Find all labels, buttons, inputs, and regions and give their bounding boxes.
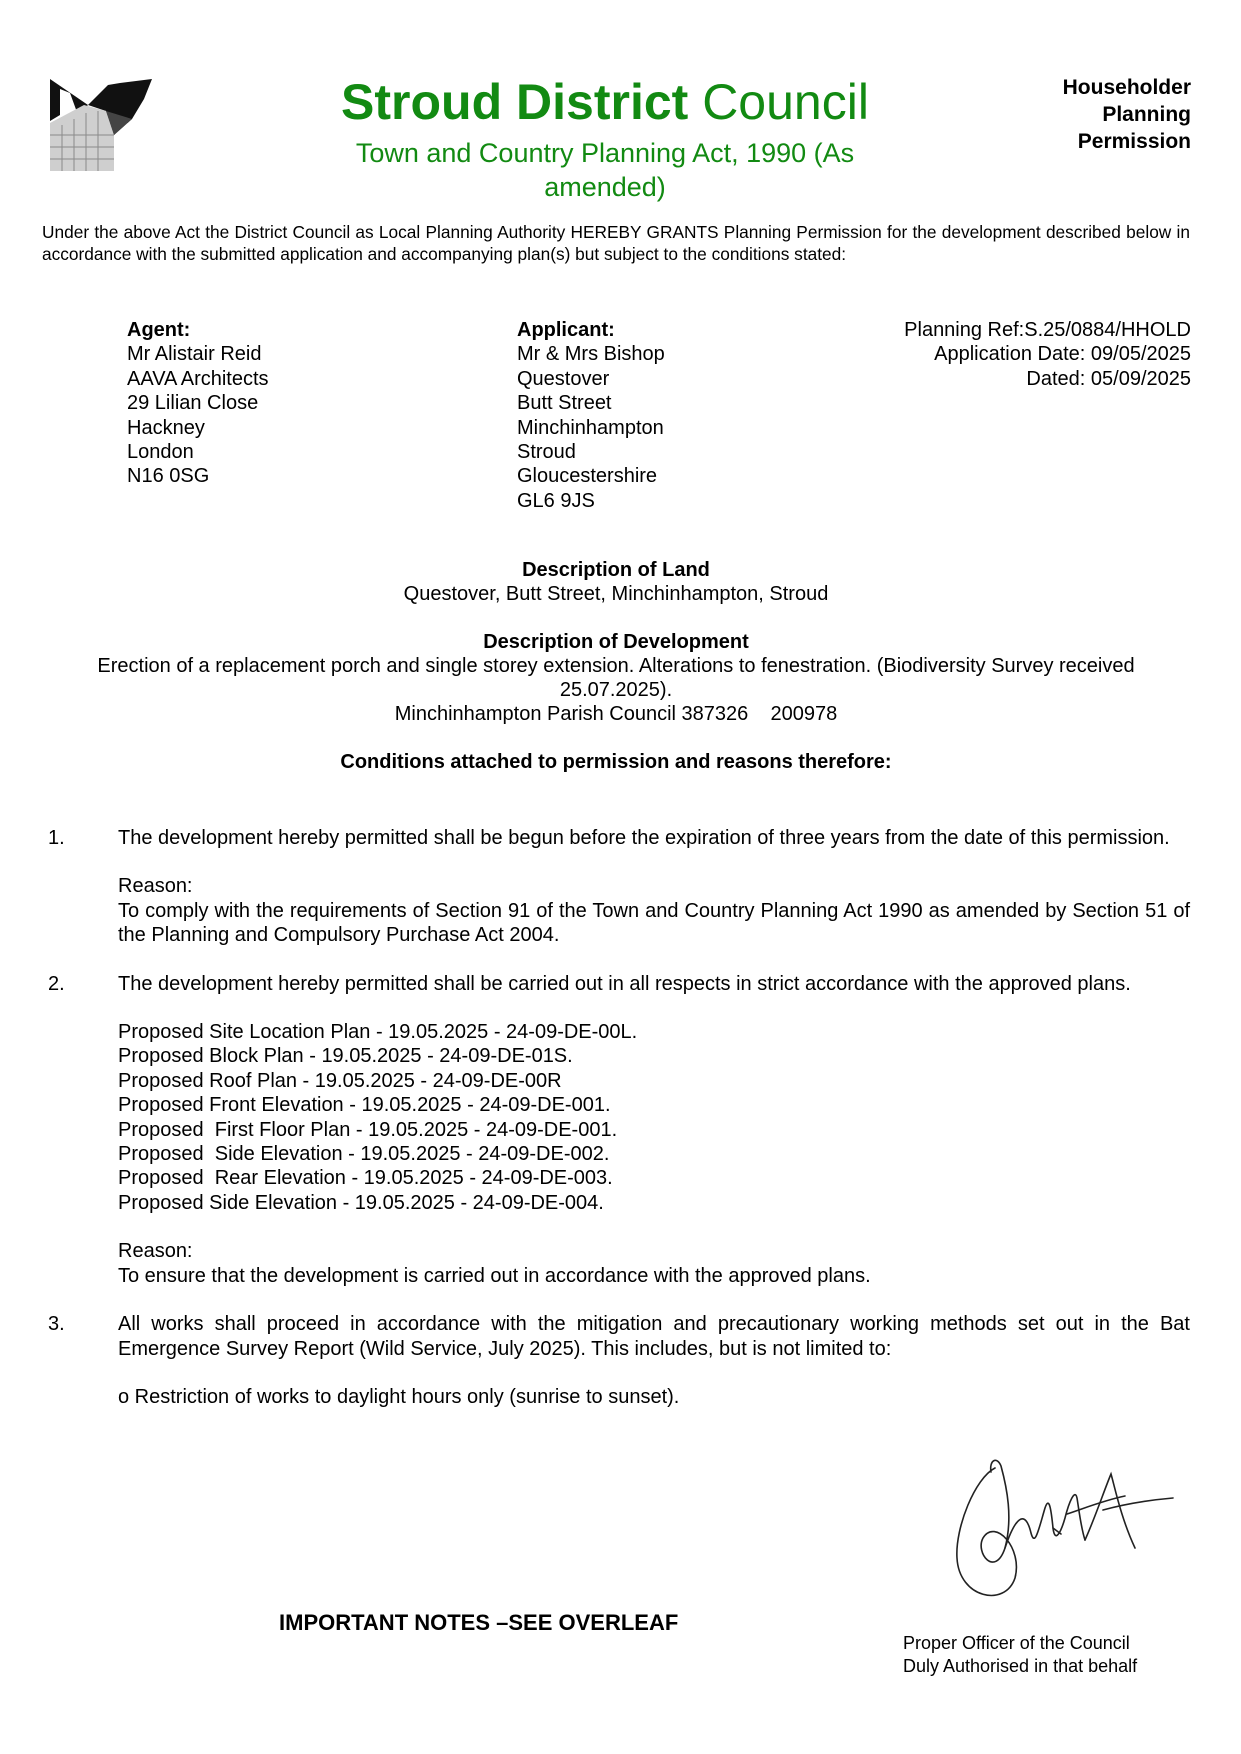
address-line: Butt Street — [517, 392, 612, 415]
plan-item: Proposed Block Plan - 19.05.2025 - 24-09-DE-01S. — [118, 1045, 573, 1068]
application-date: Application Date: 09/05/2025 — [934, 343, 1191, 366]
applicant-address — [517, 318, 665, 513]
address-line: Gloucestershire — [517, 465, 658, 488]
address-line: Mr Alistair Reid — [127, 343, 262, 366]
plan-item: Proposed Front Elevation - 19.05.2025 - 24-09-DE-001. — [118, 1094, 611, 1117]
approved-plans-list — [118, 1020, 1190, 1215]
document-type: Householder Planning Permission — [1062, 76, 1191, 153]
address-line: N16 0SG — [127, 465, 210, 488]
grant-statement: Under the above Act the District Council as Local Planning Authority HEREBY GRANTS Planning Permission for the development described below in accordance with the submitted application and accompanying plan(s) but subject to the conditions stated: — [42, 222, 1190, 264]
agent-address — [127, 318, 269, 489]
address-line: AAVA Architects — [127, 367, 269, 390]
applicant-heading: Applicant: — [517, 319, 615, 341]
condition-bullet: o Restriction of works to daylight hours only (sunrise to sunset). — [118, 1385, 680, 1408]
conditions-heading: Conditions attached to permission and reasons therefore: — [340, 751, 892, 773]
council-header — [280, 74, 930, 204]
planning-ref: Planning Ref:S.25/0884/HHOLD — [904, 319, 1191, 341]
development-heading: Description of Development — [483, 631, 749, 653]
condition-item — [48, 972, 1190, 1288]
condition-number: 2. — [48, 972, 65, 995]
address-line: London — [127, 441, 194, 464]
development-text: Erection of a replacement porch and single storey extension. Alterations to fenestration. (Biodiversity Survey received 25.07.2025). — [97, 655, 1135, 701]
condition-reason: Reason: To ensure that the development is carried out in accordance with the approved plans. — [118, 1240, 871, 1287]
plan-item: Proposed Side Elevation - 19.05.2025 - 24-09-DE-002. — [118, 1143, 610, 1166]
address-line: Stroud — [517, 441, 576, 464]
plan-item: Proposed Rear Elevation - 19.05.2025 - 24-09-DE-003. — [118, 1167, 613, 1190]
dated: Dated: 05/09/2025 — [1026, 367, 1191, 390]
address-line: Hackney — [127, 416, 205, 439]
land-heading: Description of Land — [522, 559, 710, 581]
condition-reason: Reason: To comply with the requirements of Section 91 of the Town and Country Planning Act 1990 as amended by Section 51 of the Planning and Compulsory Purchase Act 2004. — [118, 875, 1190, 947]
council-logo — [48, 75, 152, 175]
plan-item: Proposed First Floor Plan - 19.05.2025 - 24-09-DE-001. — [118, 1118, 618, 1141]
application-references — [904, 318, 1191, 391]
condition-number: 3. — [48, 1313, 65, 1336]
address-line: Minchinhampton — [517, 416, 664, 439]
officer-signature — [935, 1448, 1180, 1613]
council-name: Stroud District Council — [341, 74, 869, 130]
agent-heading: Agent: — [127, 319, 191, 341]
plan-item: Proposed Roof Plan - 19.05.2025 - 24-09-DE-00R — [118, 1069, 562, 1092]
plan-item: Proposed Side Elevation - 19.05.2025 - 24-09-DE-004. — [118, 1191, 604, 1214]
condition-number: 1. — [48, 827, 65, 849]
address-line: Questover — [517, 367, 610, 390]
address-line: GL6 9JS — [517, 489, 595, 512]
land-description — [60, 558, 1172, 606]
land-text: Questover, Butt Street, Minchinhampton, Stroud — [403, 583, 829, 605]
address-line: Mr & Mrs Bishop — [517, 343, 665, 366]
condition-item — [48, 1312, 1190, 1409]
condition-text: All works shall proceed in accordance with the mitigation and precautionary working methods set out in the Bat Emergence Survey Report (Wild Service, July 2025). This includes, but is not limited to: — [118, 1313, 1190, 1360]
conditions-list — [48, 826, 1190, 1433]
parish-line: Minchinhampton Parish Council 387326 200978 — [394, 703, 838, 725]
act-title: Town and Country Planning Act, 1990 (As amended) — [355, 138, 855, 202]
condition-item — [48, 826, 1190, 948]
important-notes: IMPORTANT NOTES –SEE OVERLEAF — [279, 1610, 679, 1635]
plan-item: Proposed Site Location Plan - 19.05.2025 - 24-09-DE-00L. — [118, 1021, 638, 1044]
officer-caption: Proper Officer of the Council Duly Authorised in that behalf — [903, 1633, 1138, 1676]
condition-text: The development hereby permitted shall be begun before the expiration of three years from the date of this permission. — [118, 827, 1170, 849]
address-line: 29 Lilian Close — [127, 392, 259, 415]
development-description — [60, 630, 1172, 726]
condition-text: The development hereby permitted shall be carried out in all respects in strict accordance with the approved plans. — [118, 972, 1131, 995]
